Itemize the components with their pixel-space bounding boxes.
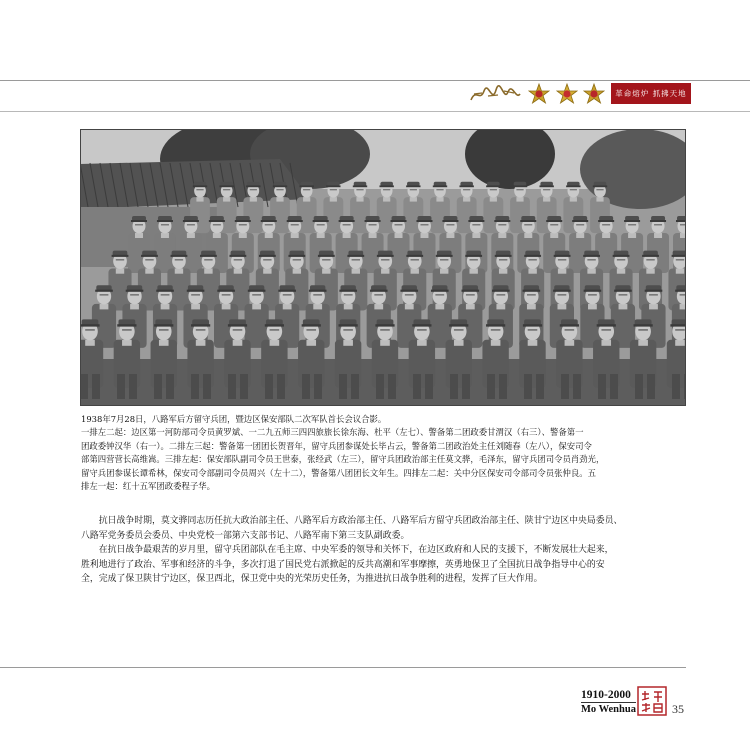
footer-name: Mo Wenhua (581, 704, 636, 715)
caption-line: 一排左二起：边区第一河防部司令员黄罗斌、一二九五师三四四旅旅长徐东海、杜平（左七）、警备第二团政委甘渭汉（右三）、警备第一 (81, 427, 584, 438)
group-photo (80, 129, 686, 406)
header-banner: 革命熔炉 抓拂天地 (611, 83, 691, 104)
caption-line: 部第四营营长高维嵩。三排左起：保安部队副司令员王世泰，张经武（左三），留守兵团政治部主任莫文骅，毛泽东，留守兵团司令员肖劲光， (81, 454, 605, 465)
body-line: 胜利地进行了政治、军事和经济的斗争，多次打退了国民党右派掀起的反共高潮和军事摩擦，英勇地保卫了全国抗日战争指导中心的安 (81, 559, 605, 570)
body-line: 全，完成了保卫陕甘宁边区，保卫西北，保卫党中央的光荣历史任务，为推进抗日战争胜利的进程，发挥了巨大作用。 (81, 574, 543, 584)
medal-icon (528, 83, 550, 105)
body-line: 在抗日战争最艰苦的岁月里，留守兵团部队在毛主席、中央军委的领导和关怀下，在边区政府和人民的支援下，不断发展壮大起来， (98, 545, 614, 555)
body-line: 八路军党务委员会委员、中央党校一部第六支部书记、八路军南下第三支队副政委。 (81, 530, 410, 541)
medal-icon (583, 83, 605, 105)
signature-logo (468, 82, 526, 108)
seal-icon (637, 686, 667, 716)
footer-years: 1910-2000 (581, 689, 636, 703)
body-paragraphs (81, 514, 686, 587)
header-top-rule (0, 80, 750, 81)
medal-icon (556, 83, 578, 105)
caption-line: 1938年7月28日，八路军后方留守兵团，暨边区保安部队二次军队首长会议合影。 (81, 414, 387, 424)
caption-line: 团政委钟汉华（右一）。二排左三起：警备第一团团长贺晋年，留守兵团参谋处长毕占云，警备第二团政治处主任刘随春（左八），保安司令 (81, 440, 592, 451)
header-bottom-rule (0, 111, 750, 112)
photo-caption (81, 413, 686, 493)
page-number: 35 (672, 702, 684, 716)
caption-line: 留守兵团参谋长谭希林，保安司令部副司令员周兴（左十二），警备第八团团长文年生。四排左二起：关中分区保安司令部司令员张仲良。五 (81, 467, 597, 478)
footer-rule (0, 667, 686, 668)
caption-line: 排左一起：红十五军团政委程子华。 (81, 481, 215, 492)
body-line: 抗日战争时期，莫文骅同志历任抗大政治部主任、八路军后方政治部主任、八路军后方留守兵团政治部主任、陕甘宁边区中央局委员、 (98, 516, 623, 526)
